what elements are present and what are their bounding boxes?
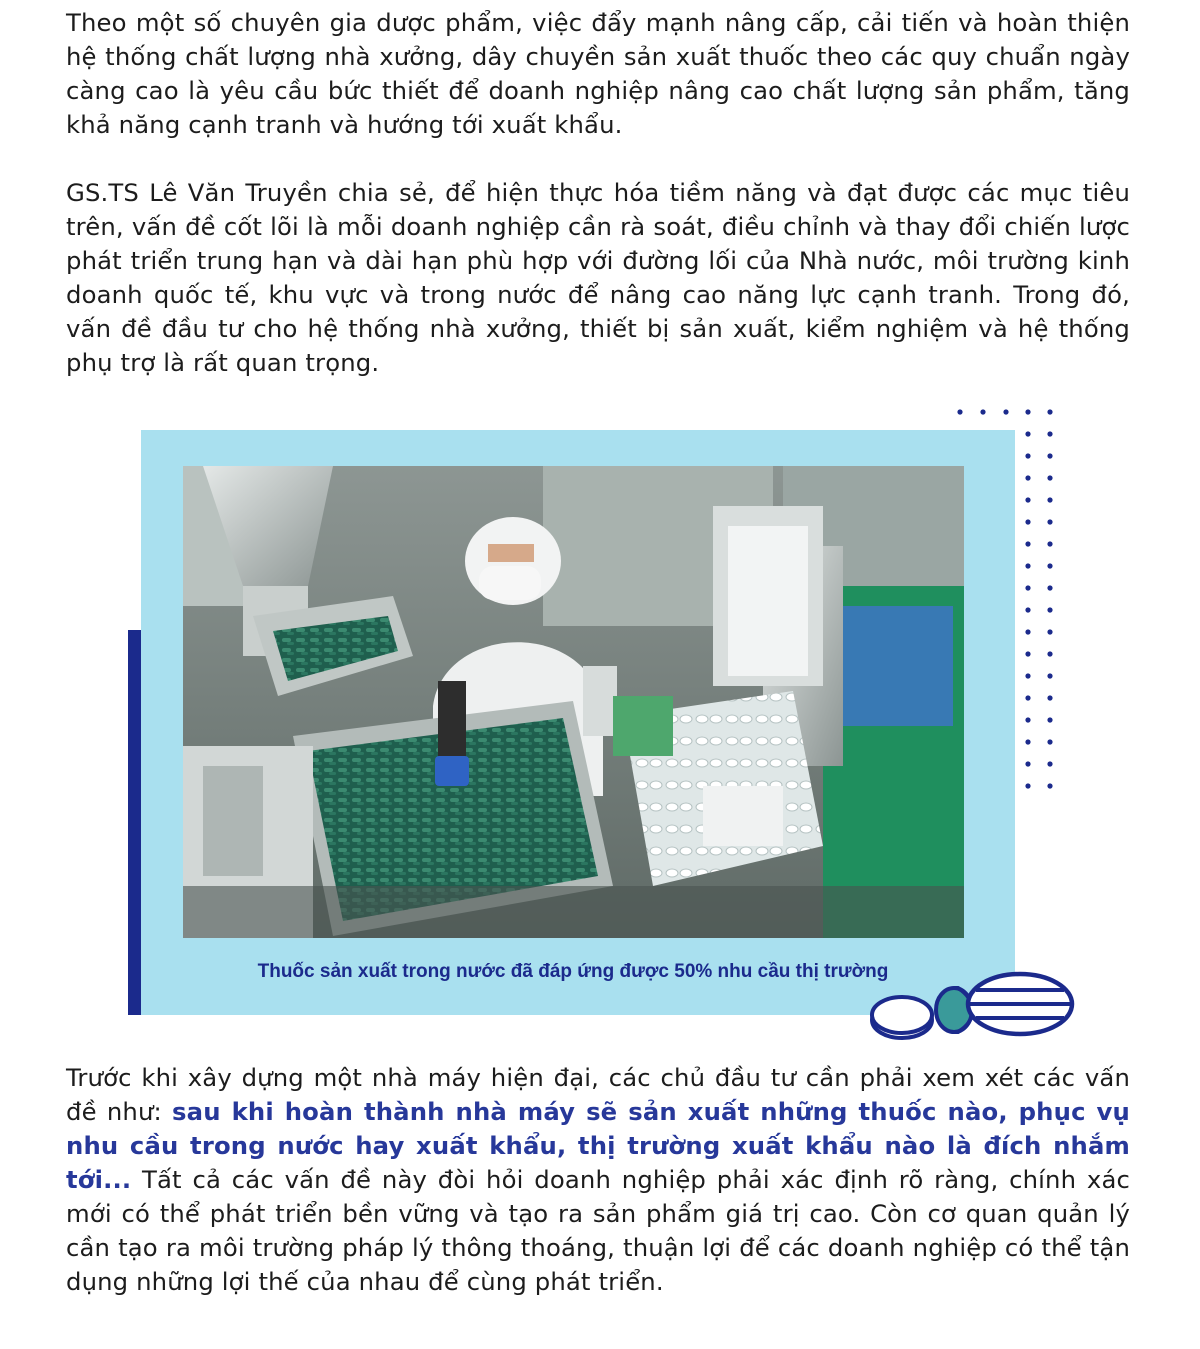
paragraph-3-highlight: sau khi hoàn thành nhà máy sẽ sản xuất những thuốc nào, phục vụ nhu cầu trong nước hay xuất khẩu, thị trường xuất khẩu nào là đích nhắm tới... xyxy=(66,1097,1130,1194)
pharmaceutical-production-photo xyxy=(183,466,964,938)
paragraph-3-rest: Tất cả các vấn đề này đòi hỏi doanh nghiệp phải xác định rõ ràng, chính xác mới có thể phát triển bền vững và tạo ra sản phẩm giá trị cao. Còn cơ quan quản lý cần tạo ra môi trường pháp lý thông thoáng, thuận lợi để các doanh nghiệp có thể tận dụng những lợi thế của nhau để cùng phát triển. xyxy=(66,1165,1130,1296)
paragraph-3 xyxy=(66,1061,1130,1299)
paragraph-2: GS.TS Lê Văn Truyền chia sẻ, để hiện thực hóa tiềm năng và đạt được các mục tiêu trên, vấn đề cốt lõi là mỗi doanh nghiệp cần rà soát, điều chỉnh và thay đổi chiến lược phát triển trung hạn và dài hạn phù hợp với đường lối của Nhà nước, môi trường kinh doanh quốc tế, khu vực và trong nước để nâng cao năng lực cạnh tranh. Trong đó, vấn đề đầu tư cho hệ thống nhà xưởng, thiết bị sản xuất, kiểm nghiệm và hệ thống phụ trợ là rất quan trọng. xyxy=(66,178,1130,377)
paragraph-3-intro: Trước khi xây dựng một nhà máy hiện đại, các chủ đầu tư cần phải xem xét các vấn đề như: xyxy=(66,1063,1130,1126)
paragraph-1: Theo một số chuyên gia dược phẩm, việc đẩy mạnh nâng cấp, cải tiến và hoàn thiện hệ thống chất lượng nhà xưởng, dây chuyền sản xuất thuốc theo các quy chuẩn ngày càng cao là yêu cầu bức thiết để doanh nghiệp nâng cao chất lượng sản phẩm, tăng khả năng cạnh tranh và hướng tới xuất khẩu. xyxy=(66,8,1130,139)
figure-caption: Thuốc sản xuất trong nước đã đáp ứng được 50% nhu cầu thị trường xyxy=(257,961,889,982)
figure-accent-bar xyxy=(128,630,141,1015)
pill-tablets-icon xyxy=(862,962,1077,1051)
